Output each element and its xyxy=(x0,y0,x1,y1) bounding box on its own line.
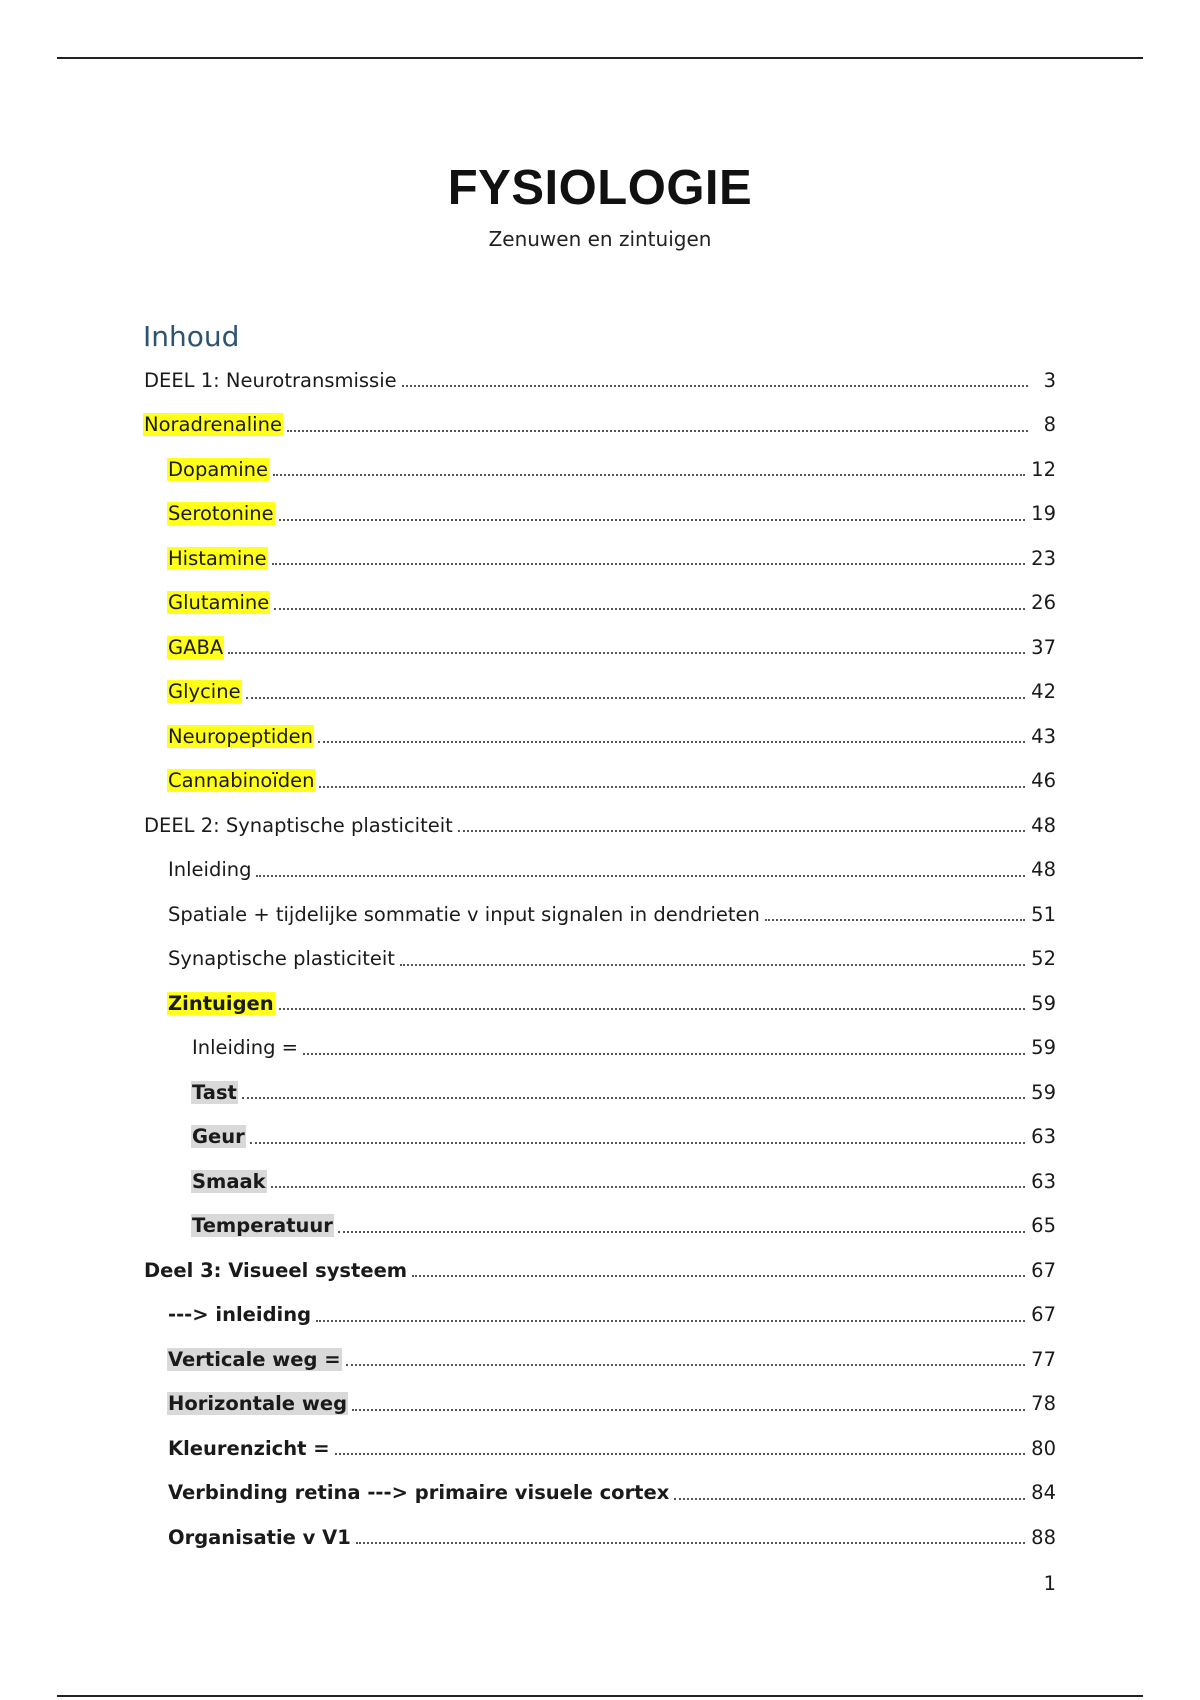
toc-entry-label: Geur xyxy=(192,1125,245,1149)
toc-entry-label: ---> inleiding xyxy=(168,1303,312,1327)
toc-entry[interactable] xyxy=(143,1159,1056,1204)
toc-entry-label: Neuropeptiden xyxy=(168,724,314,748)
toc-entry-label: Kleurenzicht = xyxy=(168,1436,330,1460)
toc-entry-page: 37 xyxy=(1031,635,1056,659)
toc-entry[interactable] xyxy=(143,1293,1056,1338)
toc-entry-label: DEEL 1: Neurotransmissie xyxy=(144,368,397,392)
toc-entry[interactable] xyxy=(143,403,1056,448)
toc-entry[interactable] xyxy=(143,1515,1056,1560)
header-rule xyxy=(57,57,1143,59)
toc-entry[interactable] xyxy=(143,358,1056,403)
toc-entry-label: Temperatuur xyxy=(192,1214,333,1238)
toc-entry-label: GABA xyxy=(168,635,224,659)
toc-dot-leader xyxy=(273,474,1025,476)
toc-entry[interactable] xyxy=(143,1115,1056,1160)
toc-entry-page: 59 xyxy=(1031,1080,1056,1104)
toc-entry[interactable] xyxy=(143,670,1056,715)
toc-dot-leader xyxy=(279,1008,1026,1010)
toc-entry[interactable] xyxy=(143,1070,1056,1115)
toc-entry-page: 48 xyxy=(1031,813,1056,837)
toc-dot-leader xyxy=(356,1542,1025,1544)
toc-entry-label: Verbinding retina ---> primaire visuele cortex xyxy=(168,1481,670,1505)
toc-entry-page: 23 xyxy=(1031,546,1056,570)
toc-entry[interactable] xyxy=(143,1204,1056,1249)
toc-entry[interactable] xyxy=(143,1026,1056,1071)
toc-entry-page: 12 xyxy=(1031,457,1056,481)
toc-entry-label: Synaptische plasticiteit xyxy=(168,947,395,971)
toc-entry-page: 59 xyxy=(1031,1036,1056,1060)
toc-entry[interactable] xyxy=(143,625,1056,670)
toc-entry-label: Cannabinoïden xyxy=(168,769,315,793)
toc-entry-label: Serotonine xyxy=(168,502,274,526)
toc-dot-leader xyxy=(346,1364,1026,1366)
toc-entry[interactable] xyxy=(143,714,1056,759)
toc-entry[interactable] xyxy=(143,1248,1056,1293)
toc-entry[interactable] xyxy=(143,981,1056,1026)
toc-dot-leader xyxy=(271,1186,1026,1188)
toc-entry[interactable] xyxy=(143,1337,1056,1382)
toc-entry-label: Verticale weg = xyxy=(168,1347,341,1371)
footer-rule xyxy=(57,1695,1143,1697)
toc-entry-page: 43 xyxy=(1031,724,1056,748)
toc-dot-leader xyxy=(400,964,1025,966)
toc-dot-leader xyxy=(287,430,1028,432)
toc-entry-label: Tast xyxy=(192,1080,237,1104)
toc-entry-page: 88 xyxy=(1031,1525,1056,1549)
toc-entry[interactable] xyxy=(143,1426,1056,1471)
toc-entry-label: Organisatie v V1 xyxy=(168,1525,351,1549)
toc-entry-label: Smaak xyxy=(192,1169,266,1193)
toc-dot-leader xyxy=(335,1453,1026,1455)
toc-entry-page: 46 xyxy=(1031,769,1056,793)
toc-dot-leader xyxy=(256,875,1025,877)
toc-entry-page: 19 xyxy=(1031,502,1056,526)
toc-entry-label: Glycine xyxy=(168,680,241,704)
toc-dot-leader xyxy=(250,1142,1025,1144)
toc-entry-page: 26 xyxy=(1031,591,1056,615)
toc-dot-leader xyxy=(319,786,1025,788)
toc-entry-page: 84 xyxy=(1031,1481,1056,1505)
toc-entry-label: Zintuigen xyxy=(168,991,274,1015)
document-subtitle: Zenuwen en zintuigen xyxy=(488,227,712,251)
toc-entry-label: Glutamine xyxy=(168,591,270,615)
toc-dot-leader xyxy=(242,1097,1025,1099)
toc-entry[interactable] xyxy=(143,803,1056,848)
toc-entry[interactable] xyxy=(143,1471,1056,1516)
toc-entry-page: 52 xyxy=(1031,947,1056,971)
table-of-contents xyxy=(143,358,1056,1560)
toc-entry-page: 78 xyxy=(1031,1392,1056,1416)
toc-entry-page: 48 xyxy=(1031,858,1056,882)
toc-dot-leader xyxy=(765,919,1025,921)
toc-entry-page: 63 xyxy=(1031,1125,1056,1149)
toc-entry[interactable] xyxy=(143,536,1056,581)
toc-entry[interactable] xyxy=(143,447,1056,492)
toc-entry-label: Inleiding = xyxy=(192,1036,299,1060)
toc-dot-leader xyxy=(412,1275,1025,1277)
toc-dot-leader xyxy=(246,697,1026,699)
toc-entry-label: Dopamine xyxy=(168,457,269,481)
toc-entry-page: 67 xyxy=(1031,1303,1056,1327)
toc-dot-leader xyxy=(274,608,1025,610)
toc-entry-page: 8 xyxy=(1043,413,1056,437)
toc-entry-page: 3 xyxy=(1043,368,1056,392)
toc-entry-page: 67 xyxy=(1031,1258,1056,1282)
toc-dot-leader xyxy=(674,1498,1025,1500)
toc-entry-page: 42 xyxy=(1031,680,1056,704)
toc-entry[interactable] xyxy=(143,759,1056,804)
toc-entry[interactable] xyxy=(143,492,1056,537)
toc-dot-leader xyxy=(279,519,1026,521)
toc-heading: Inhoud xyxy=(143,320,240,353)
toc-dot-leader xyxy=(228,652,1025,654)
toc-entry-page: 51 xyxy=(1031,902,1056,926)
toc-dot-leader xyxy=(352,1409,1025,1411)
toc-dot-leader xyxy=(272,563,1026,565)
toc-entry[interactable] xyxy=(143,581,1056,626)
toc-dot-leader xyxy=(402,385,1028,387)
toc-entry-label: DEEL 2: Synaptische plasticiteit xyxy=(144,813,453,837)
toc-entry-page: 77 xyxy=(1031,1347,1056,1371)
toc-entry-page: 80 xyxy=(1031,1436,1056,1460)
toc-entry-label: Deel 3: Visueel systeem xyxy=(144,1258,408,1282)
toc-entry-page: 59 xyxy=(1031,991,1056,1015)
document-title: FYSIOLOGIE xyxy=(447,161,753,215)
toc-entry-page: 63 xyxy=(1031,1169,1056,1193)
toc-entry[interactable] xyxy=(143,1382,1056,1427)
toc-dot-leader xyxy=(338,1231,1025,1233)
toc-entry[interactable] xyxy=(143,848,1056,893)
toc-entry-page: 65 xyxy=(1031,1214,1056,1238)
toc-dot-leader xyxy=(318,741,1025,743)
page-number: 1 xyxy=(1043,1572,1056,1595)
toc-dot-leader xyxy=(458,830,1025,832)
toc-entry-label: Horizontale weg xyxy=(168,1392,348,1416)
toc-entry-label: Noradrenaline xyxy=(144,413,282,437)
toc-entry[interactable] xyxy=(143,937,1056,982)
toc-entry-label: Inleiding xyxy=(168,858,252,882)
toc-entry-label: Histamine xyxy=(168,546,267,570)
toc-dot-leader xyxy=(316,1320,1025,1322)
toc-dot-leader xyxy=(303,1053,1025,1055)
toc-entry[interactable] xyxy=(143,892,1056,937)
toc-entry-label: Spatiale + tijdelijke sommatie v input signalen in dendrieten xyxy=(168,902,760,926)
